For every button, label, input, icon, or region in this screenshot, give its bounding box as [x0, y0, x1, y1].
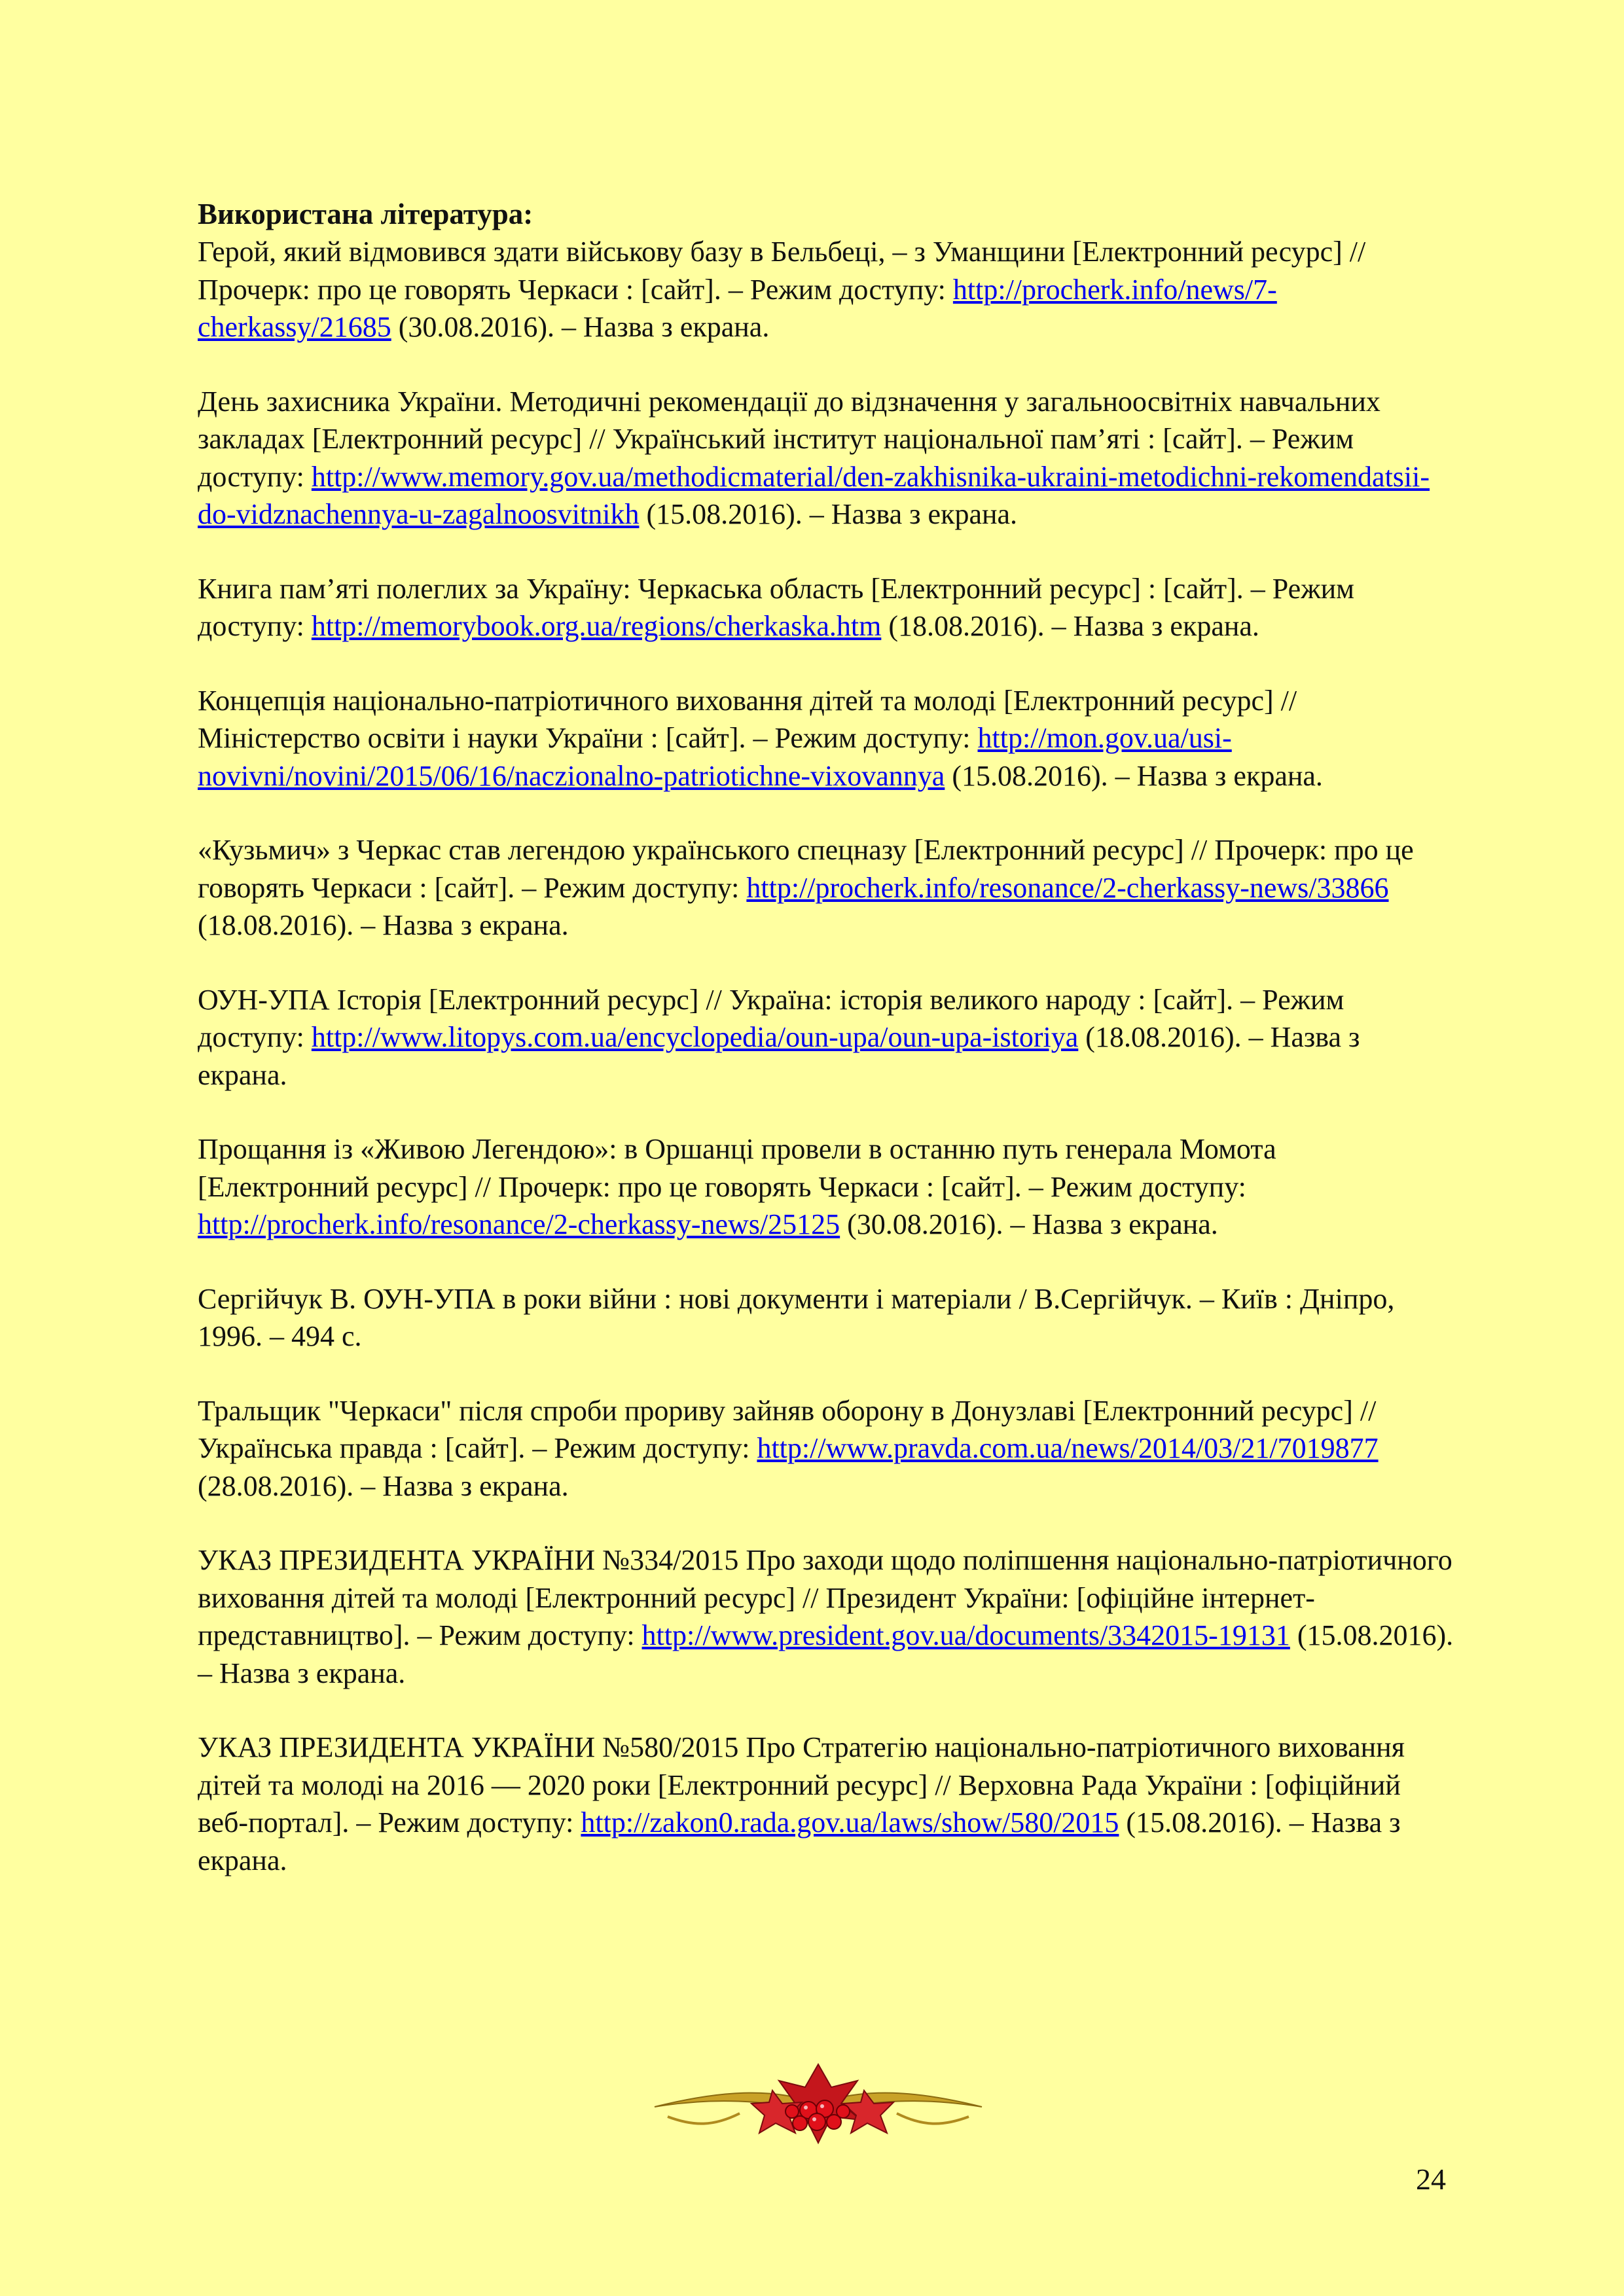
reference-text: День захисника України. Методичні рекомендації до відзначення у загальноосвітніх навчальних закладах [Електронний ресурс] // Український інститут національної пам’яті : [сайт]. – Режим доступу:	[198, 385, 1380, 493]
reference-tail: (18.08.2016). – Назва з екрана.	[881, 610, 1259, 642]
references-heading: Використана література:	[198, 198, 533, 230]
reference-text: Тральщик "Черкаси" після спроби прориву зайняв оборону в Донузлаві [Електронний ресурс] // Українська правда : [сайт]. – Режим доступу:	[198, 1394, 1377, 1464]
reference-tail: (15.08.2016). – Назва з екрана.	[198, 1806, 1401, 1876]
reference-link[interactable]: http://procherk.info/resonance/2-cherkassy-news/25125	[198, 1208, 840, 1240]
reference-tail: (15.08.2016). – Назва з екрана.	[945, 759, 1323, 792]
reference-link[interactable]: http://mon.gov.ua/usi-novivni/novini/2015/06/16/naczionalno-patriotichne-vixovannya	[198, 722, 1232, 792]
reference-link[interactable]: http://www.president.gov.ua/documents/3342015-19131	[641, 1619, 1290, 1651]
reference-entry	[198, 1280, 1454, 1355]
reference-link[interactable]: http://www.pravda.com.ua/news/2014/03/21/7019877	[757, 1432, 1379, 1464]
reference-text: «Кузьмич» з Черкас став легендою українського спецназу [Електронний ресурс] // Прочерк: про це говорять Черкаси : [сайт]. – Режим доступу:	[198, 834, 1414, 904]
reference-entry	[198, 1729, 1454, 1879]
reference-text: ОУН-УПА Історія [Електронний ресурс] // Україна: історія великого народу : [сайт]. – Режим доступу:	[198, 983, 1344, 1053]
page-number: 24	[1416, 2162, 1446, 2196]
reference-link[interactable]: http://zakon0.rada.gov.ua/laws/show/580/2015	[581, 1806, 1119, 1839]
reference-entry	[198, 570, 1454, 645]
reference-entry	[198, 682, 1454, 795]
reference-link[interactable]: http://www.litopys.com.ua/encyclopedia/oun-upa/oun-upa-istoriya	[311, 1021, 1079, 1053]
reference-text: Прощання із «Живою Легендою»: в Оршанці провели в останню путь генерала Момота [Електронний ресурс] // Прочерк: про це говорять Черкаси : [сайт]. – Режим доступу:	[198, 1133, 1276, 1203]
reference-tail: (30.08.2016). – Назва з екрана.	[840, 1208, 1218, 1240]
reference-entry	[198, 1130, 1454, 1244]
viburnum-berries-ornament-icon	[641, 2051, 995, 2162]
reference-entry	[198, 383, 1454, 533]
reference-entry	[198, 233, 1454, 346]
reference-tail: (15.08.2016). – Назва з екрана.	[198, 1619, 1454, 1689]
reference-text: УКАЗ ПРЕЗИДЕНТА УКРАЇНИ №334/2015 Про заходи щодо поліпшення національно-патріотичного виховання дітей та молоді [Електронний ресурс] // Президент України: [офіційне інтернет-представництво]. – Режим доступу:	[198, 1544, 1453, 1651]
reference-link[interactable]: http://memorybook.org.ua/regions/cherkaska.htm	[311, 610, 882, 642]
document-page	[198, 195, 1454, 1916]
reference-text: Герой, який відмовився здати військову базу в Бельбеці, – з Уманщини [Електронний ресурс] // Прочерк: про це говорять Черкаси : [сайт]. – Режим доступу:	[198, 236, 1366, 306]
reference-entry	[198, 981, 1454, 1094]
reference-tail: (30.08.2016). – Назва з екрана.	[391, 311, 770, 343]
reference-text: Книга пам’яті полеглих за Україну: Черкаська область [Електронний ресурс] : [сайт]. – Режим доступу:	[198, 572, 1355, 642]
reference-text: УКАЗ ПРЕЗИДЕНТА УКРАЇНИ №580/2015 Про Стратегію національно-патріотичного виховання дітей та молоді на 2016 — 2020 роки [Електронний ресурс] // Верховна Рада України : [офіційний веб-портал]. – Режим доступу:	[198, 1731, 1405, 1839]
reference-tail: (15.08.2016). – Назва з екрана.	[639, 498, 1018, 530]
reference-tail: (28.08.2016). – Назва з екрана.	[198, 1469, 569, 1502]
reference-text: Концепція національно-патріотичного виховання дітей та молоді [Електронний ресурс] // Міністерство освіти і науки України : [сайт]. – Режим доступу:	[198, 684, 1297, 754]
reference-tail: (18.08.2016). – Назва з екрана.	[198, 1021, 1360, 1091]
reference-tail: (18.08.2016). – Назва з екрана.	[198, 909, 569, 941]
reference-link[interactable]: http://procherk.info/news/7-cherkassy/21685	[198, 273, 1277, 343]
reference-link[interactable]: http://www.memory.gov.ua/methodicmaterial/den-zakhisnika-ukraini-metodichni-rekomendatsii-do-vidznachennya-u-zagalnoosvitnikh	[198, 460, 1430, 530]
reference-entry	[198, 1541, 1454, 1692]
reference-entry	[198, 831, 1454, 944]
reference-link[interactable]: http://procherk.info/resonance/2-cherkassy-news/33866	[746, 871, 1389, 904]
reference-entry	[198, 1392, 1454, 1505]
reference-text: Сергійчук В. ОУН-УПА в роки війни : нові документи і матеріали / В.Сергійчук. – Київ : Дніпро, 1996. – 494 с.	[198, 1282, 1395, 1352]
